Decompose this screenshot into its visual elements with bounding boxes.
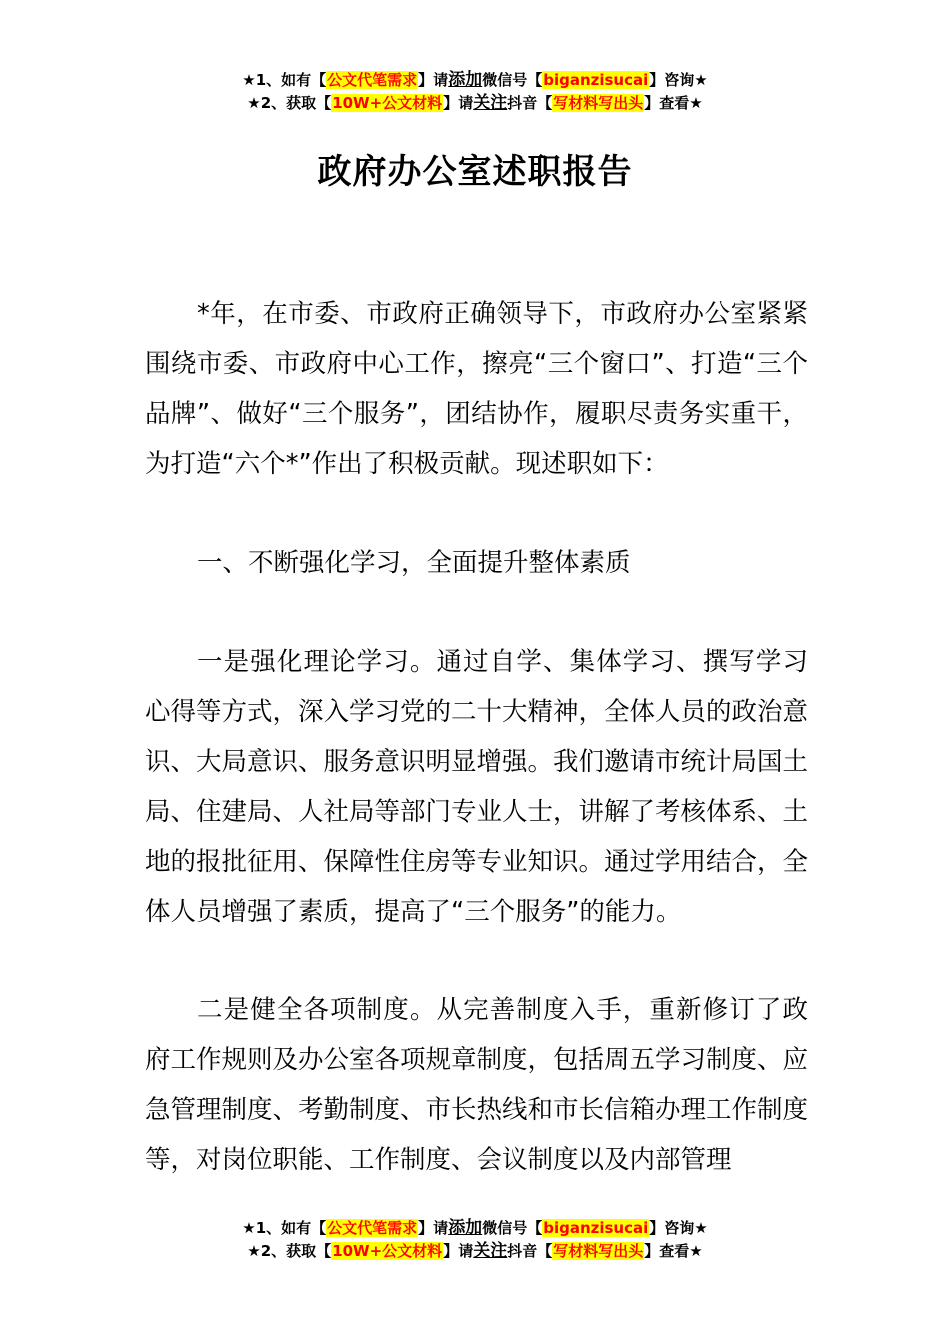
body-paragraph: 一是强化理论学习。通过自学、集体学习、撰写学习心得等方式，深入学习党的二十大精神，全体人员的政治意识、大局意识、服务意识明显增强。我们邀请市统计局国土局、住建局、人社局等部门专业人士，讲解了考核体系、土地的报批征用、保障性住房等专业知识。通过学用结合，全体人员增强了素质，提高了“三个服务”的能力。 xyxy=(145,647,809,927)
banner-highlight: 公文代笔需求 xyxy=(327,71,418,89)
banner-emphasis: 关注 xyxy=(473,93,508,113)
banner-line-1 xyxy=(0,1217,950,1240)
document-title: 政府办公室述职报告 xyxy=(317,152,633,192)
section-heading: 一、不断强化学习，全面提升整体素质 xyxy=(197,548,631,578)
banner-text: 】请 xyxy=(418,1219,449,1237)
banner-text: 】查看★ xyxy=(644,1242,703,1260)
banner-text: ★1、如有【 xyxy=(242,71,327,89)
footer-banner xyxy=(0,1217,950,1263)
banner-text: 微信号【 xyxy=(482,71,543,89)
body-paragraph-intro: *年，在市委、市政府正确领导下，市政府办公室紧紧围绕市委、市政府中心工作，擦亮“三个窗口”、打造“三个品牌”、做好“三个服务”，团结协作，履职尽责务实重干，为打造“六个*”作出了积极贡献。现述职如下： xyxy=(145,299,808,479)
banner-text: 】请 xyxy=(418,71,449,89)
banner-highlight: 公文代笔需求 xyxy=(327,1219,418,1237)
banner-text: 】咨询★ xyxy=(649,1219,708,1237)
banner-line-2 xyxy=(0,92,950,115)
banner-line-2 xyxy=(0,1240,950,1263)
banner-highlight: 写材料写出头 xyxy=(553,1242,644,1260)
banner-highlight: 10W+公文材料 xyxy=(332,1242,443,1260)
banner-text: 】请 xyxy=(443,1242,474,1260)
banner-text: ★2、获取【 xyxy=(247,94,332,112)
banner-emphasis: 关注 xyxy=(473,1241,508,1261)
banner-highlight: biganzisucai xyxy=(543,1219,649,1237)
header-banner xyxy=(0,69,950,115)
banner-emphasis: 添加 xyxy=(448,70,483,90)
body-paragraph: 二是健全各项制度。从完善制度入手，重新修订了政府工作规则及办公室各项规章制度，包括周五学习制度、应急管理制度、考勤制度、市长热线和市长信箱办理工作制度等，对岗位职能、工作制度、会议制度以及内部管理 xyxy=(145,995,809,1175)
banner-text: ★2、获取【 xyxy=(247,1242,332,1260)
banner-text: ★1、如有【 xyxy=(242,1219,327,1237)
banner-line-1 xyxy=(0,69,950,92)
banner-highlight: biganzisucai xyxy=(543,71,649,89)
banner-emphasis: 添加 xyxy=(448,1218,483,1238)
banner-text: 抖音【 xyxy=(507,94,553,112)
banner-text: 抖音【 xyxy=(507,1242,553,1260)
banner-text: 】查看★ xyxy=(644,94,703,112)
banner-highlight: 写材料写出头 xyxy=(553,94,644,112)
banner-text: 微信号【 xyxy=(482,1219,543,1237)
banner-text: 】请 xyxy=(443,94,474,112)
banner-highlight: 10W+公文材料 xyxy=(332,94,443,112)
banner-text: 】咨询★ xyxy=(649,71,708,89)
